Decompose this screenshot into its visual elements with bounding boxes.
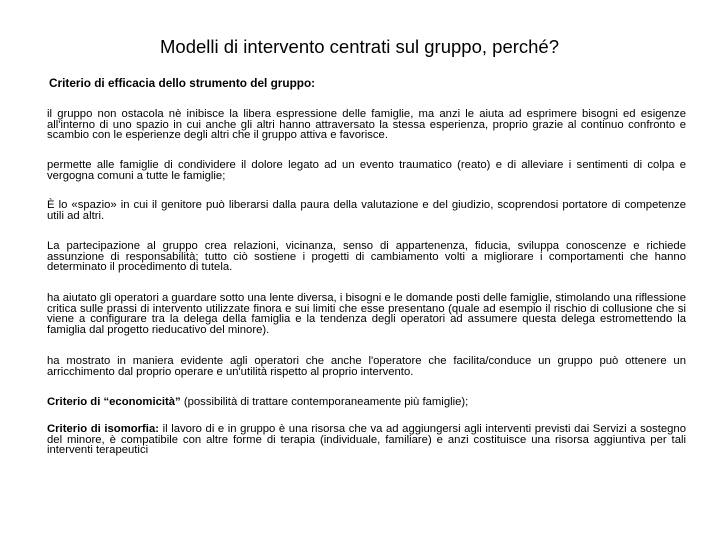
economicity-text: (possibilità di trattare contemporaneamente più famiglie); xyxy=(180,396,469,408)
economicity-label: Criterio di “economicità” xyxy=(47,396,181,408)
slide-title: Modelli di intervento centrati sul gruppo, perché? xyxy=(160,36,560,57)
paragraph-operators-enrichment: ha mostrato in maniera evidente agli operatori che anche l'operatore che facilita/conduce un gruppo può ottenere un arricchimento dal proprio operare e un'utilità rispetto al proprio intervento. xyxy=(47,355,686,378)
efficacy-criterion-heading: Criterio di efficacia dello strumento del gruppo: xyxy=(49,76,316,90)
paragraph-participation: La partecipazione al gruppo crea relazioni, vicinanza, senso di appartenenza, fiducia, sviluppa conoscenze e richiede assunzione di responsabilità; tutto ciò sostiene i progetti di cambiamento volti a migliorare i comportamenti che hanno determinato il procedimento di tutela. xyxy=(47,240,686,273)
paragraph-space: È lo «spazio» in cui il genitore può liberarsi dalla paura della valutazione e del giudizio, scoprendosi portatore di competenze utili ad altri. xyxy=(47,199,686,222)
isomorphism-criterion xyxy=(47,424,686,456)
isomorphism-text: il lavoro di e in gruppo è una risorsa che va ad aggiungersi agli interventi previsti dai Servizi a sostegno del minore, è compatibile con altre forme di terapia (individuale, familiare) e anzi costituisce una risorsa aggiuntiva per tali interventi terapeutici xyxy=(47,423,686,456)
isomorphism-label: Criterio di isomorfia: xyxy=(47,423,159,435)
paragraph-sharing-pain: permette alle famiglie di condividere il dolore legato ad un evento traumatico (reato) e di alleviare i sentimenti di colpa e vergogna comuni a tutte le famiglie; xyxy=(47,159,686,182)
economicity-criterion xyxy=(47,397,686,408)
paragraph-operators-lens: ha aiutato gli operatori a guardare sotto una lente diversa, i bisogni e le domande posti delle famiglie, stimolando una riflessione critica sulle prassi di intervento utilizzate finora e sui limiti che esse presentano (quale ad esempio il rischio di collusione che si viene a configurare tra la delega della famiglia e la tendenza degli operatori ad assumere questa delega estromettendo la famiglia dal progetto rieducativo del minore). xyxy=(47,292,686,336)
paragraph-expression: il gruppo non ostacola nè inibisce la libera espressione delle famiglie, ma anzi le aiuta ad esprimere bisogni ed esigenze all'interno di uno spazio in cui anche gli altri hanno attraversato la stessa esperienza, proprio grazie al continuo confronto e scambio con le esperienze degli altri che il gruppo attiva e favorisce. xyxy=(47,108,686,141)
